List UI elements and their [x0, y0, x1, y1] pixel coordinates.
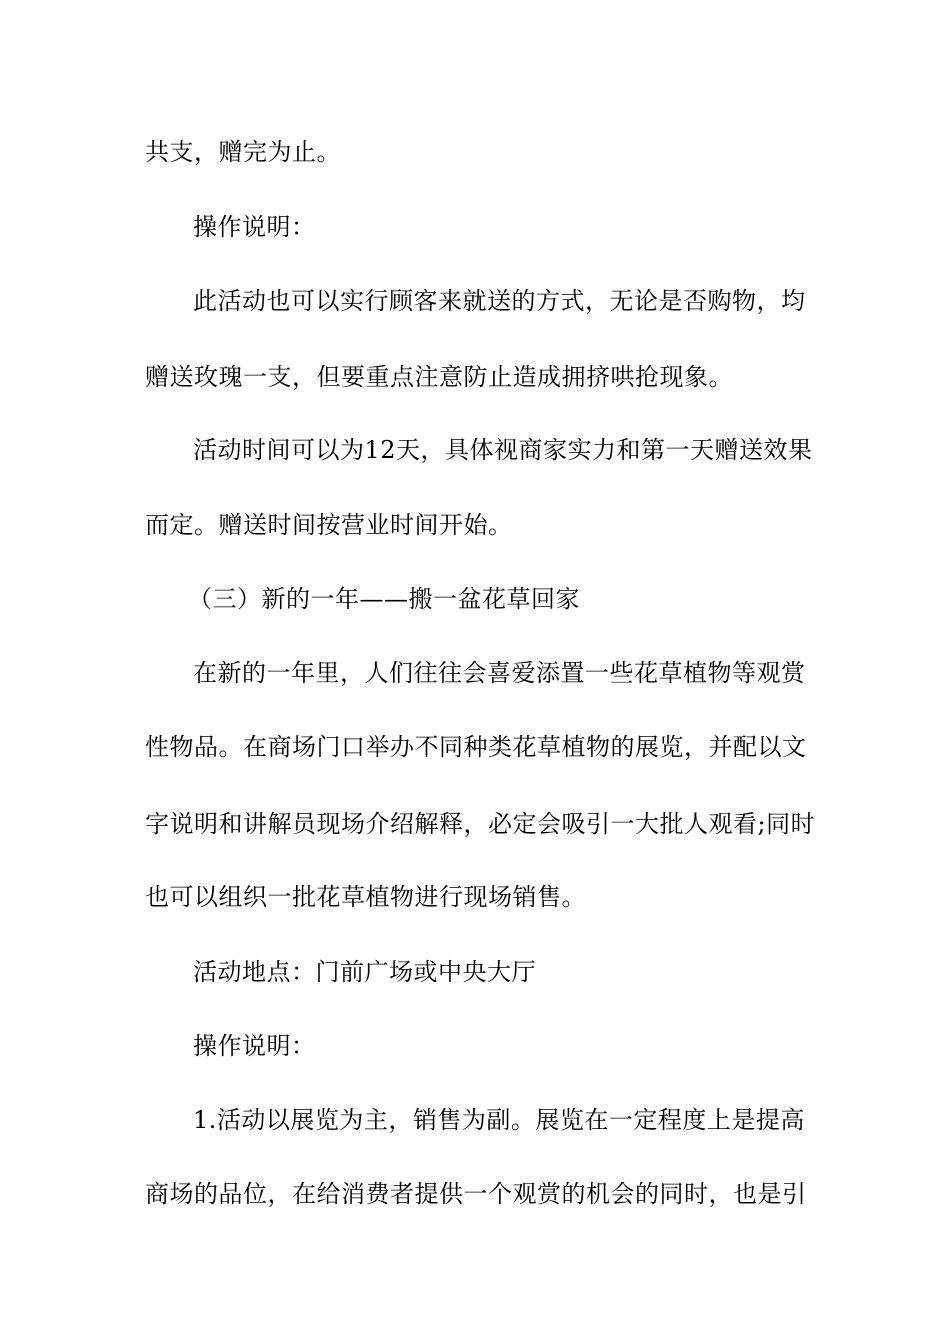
paragraph-line: 性物品。在商场门口举办不同种类花草植物的展览，并配以文	[145, 733, 807, 761]
paragraph-line: 赠送玫瑰一支，但要重点注意防止造成拥挤哄抢现象。	[145, 363, 733, 391]
paragraph-line: 在新的一年里，人们往往会喜爱添置一些花草植物等观赏	[193, 659, 806, 687]
section-heading: （三）新的一年——搬一盆花草回家	[188, 585, 580, 613]
paragraph-line: 此活动也可以实行顾客来就送的方式，无论是否购物，均	[193, 287, 806, 315]
paragraph-line: 1.活动以展览为主，销售为副。展览在一定程度上是提高	[193, 1106, 805, 1134]
paragraph-line: 操作说明：	[193, 1032, 316, 1060]
paragraph-line: 也可以组织一批花草植物进行现场销售。	[145, 883, 586, 911]
paragraph-line: 活动时间可以为12天，具体视商家实力和第一天赠送效果	[193, 436, 813, 464]
paragraph-line: 共支，赠完为止。	[145, 138, 341, 166]
paragraph-line: 商场的品位，在给消费者提供一个观赏的机会的同时，也是引	[145, 1180, 807, 1208]
paragraph-line: 而定。赠送时间按营业时间开始。	[145, 511, 513, 539]
paragraph-line: 字说明和讲解员现场介绍解释，必定会吸引一大批人观看;同时	[145, 810, 816, 838]
paragraph-line: 活动地点：门前广场或中央大厅	[193, 958, 536, 986]
paragraph-line: 操作说明：	[193, 213, 316, 241]
